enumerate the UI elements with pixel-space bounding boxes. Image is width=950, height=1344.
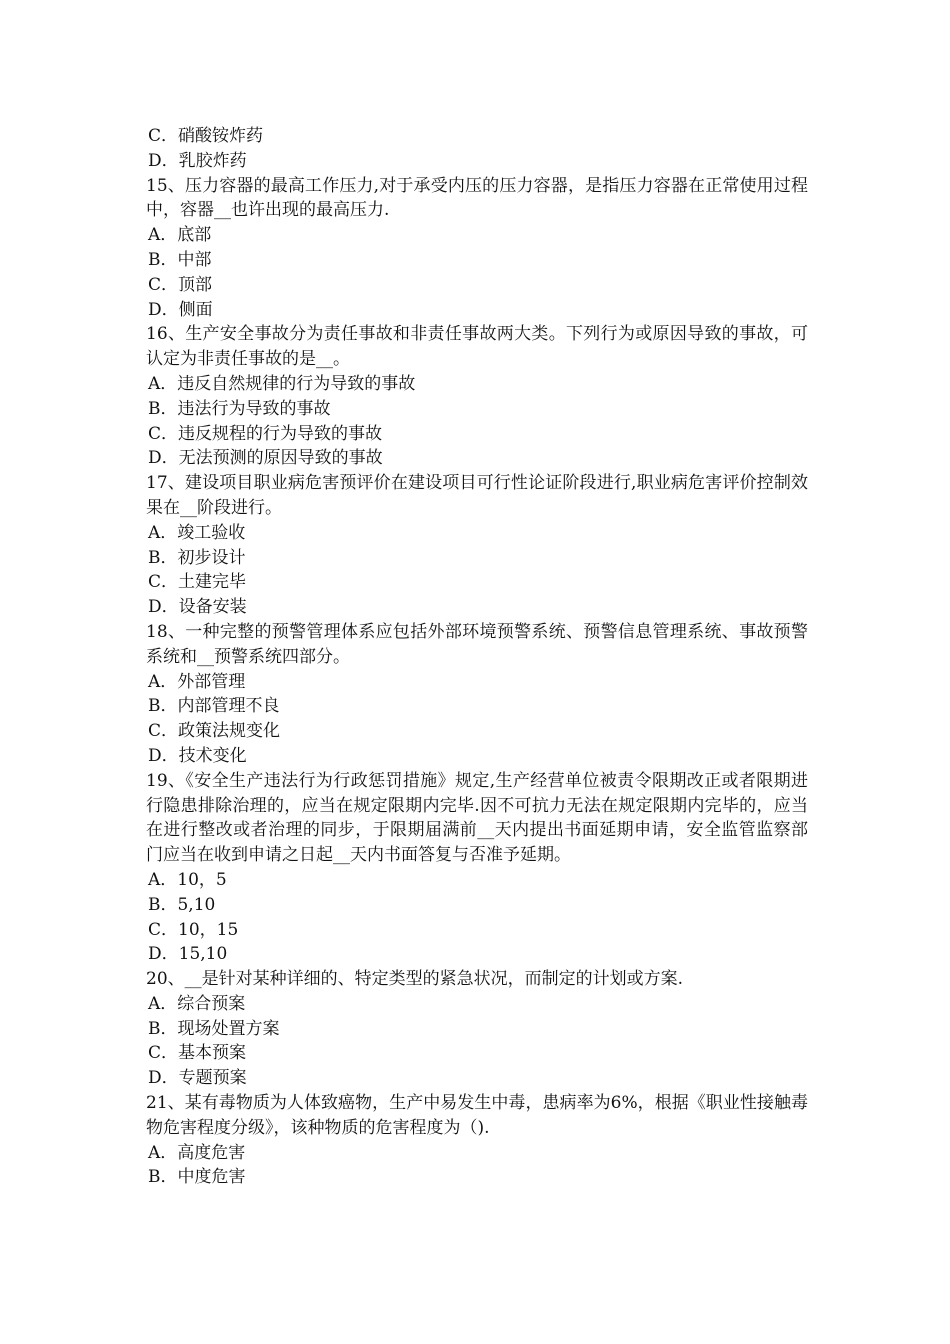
answer-option: B．初步设计 (148, 547, 246, 568)
answer-option: A．高度危害 (148, 1142, 246, 1163)
answer-option: C．10，15 (148, 919, 239, 940)
answer-option: D．专题预案 (148, 1068, 247, 1089)
answer-option: D．无法预测的原因导致的事故 (148, 448, 383, 469)
answer-option: D．15,10 (148, 944, 228, 965)
answer-option: C．基本预案 (148, 1043, 247, 1064)
answer-option: C．政策法规变化 (148, 721, 281, 742)
answer-option: B．中部 (148, 249, 212, 270)
question-21: 21、某有毒物质为人体致癌物，生产中易发生中毒，患病率为6%，根据《职业性接触毒物危害程度分级》，该种物质的危害程度为（). (146, 1093, 808, 1138)
answer-option: C．违反规程的行为导致的事故 (148, 423, 383, 444)
answer-option: A．底部 (148, 225, 212, 246)
answer-option: C．硝酸铵炸药 (148, 126, 264, 146)
question-19: 19、《安全生产违法行为行政惩罚措施》规定,生产经营单位被责令限期改正或者限期进行隐患排除治理的，应当在规定限期内完毕.因不可抗力无法在规定限期内完毕的，应当在进行整改或者治理的同步，于限期届满前__天内提出书面延期申请，安全监管监察部门应当在收到申请之日起__天内书面答复与否准予延期。 (146, 770, 808, 866)
answer-option: D．技术变化 (148, 745, 247, 766)
answer-option: A．外部管理 (148, 671, 246, 692)
answer-option: B．现场处置方案 (148, 1018, 280, 1039)
question-18: 18、一种完整的预警管理体系应包括外部环境预警系统、预警信息管理系统、事故预警系统和__预警系统四部分。 (146, 621, 808, 667)
answer-option: D．设备安装 (148, 597, 247, 618)
answer-option: C．土建完毕 (148, 572, 247, 593)
answer-option: B．内部管理不良 (148, 696, 280, 717)
answer-option: B．违法行为导致的事故 (148, 398, 331, 419)
answer-option: B．5,10 (148, 894, 216, 915)
answer-option: A．综合预案 (148, 993, 246, 1014)
answer-option: C．顶部 (148, 274, 213, 295)
answer-option: D．侧面 (148, 299, 213, 320)
question-15: 15、压力容器的最高工作压力,对于承受内压的压力容器，是指压力容器在正常使用过程中，容器__也许出现的最高压力. (146, 175, 808, 221)
document-page (146, 124, 808, 1190)
answer-option: A．竣工验收 (148, 522, 246, 543)
question-17: 17、建设项目职业病危害预评价在建设项目可行性论证阶段进行,职业病危害评价控制效果在__阶段进行。 (146, 473, 808, 518)
answer-option: B．中度危害 (148, 1167, 246, 1188)
answer-option: A．违反自然规律的行为导致的事故 (148, 373, 416, 394)
answer-option: D．乳胶炸药 (148, 150, 247, 171)
answer-option: A．10，5 (148, 869, 227, 890)
question-16: 16、生产安全事故分为责任事故和非责任事故两大类。下列行为或原因导致的事故，可认定为非责任事故的是__。 (146, 324, 808, 370)
question-20: 20、__是针对某种详细的、特定类型的紧急状况，而制定的计划或方案. (146, 969, 684, 990)
